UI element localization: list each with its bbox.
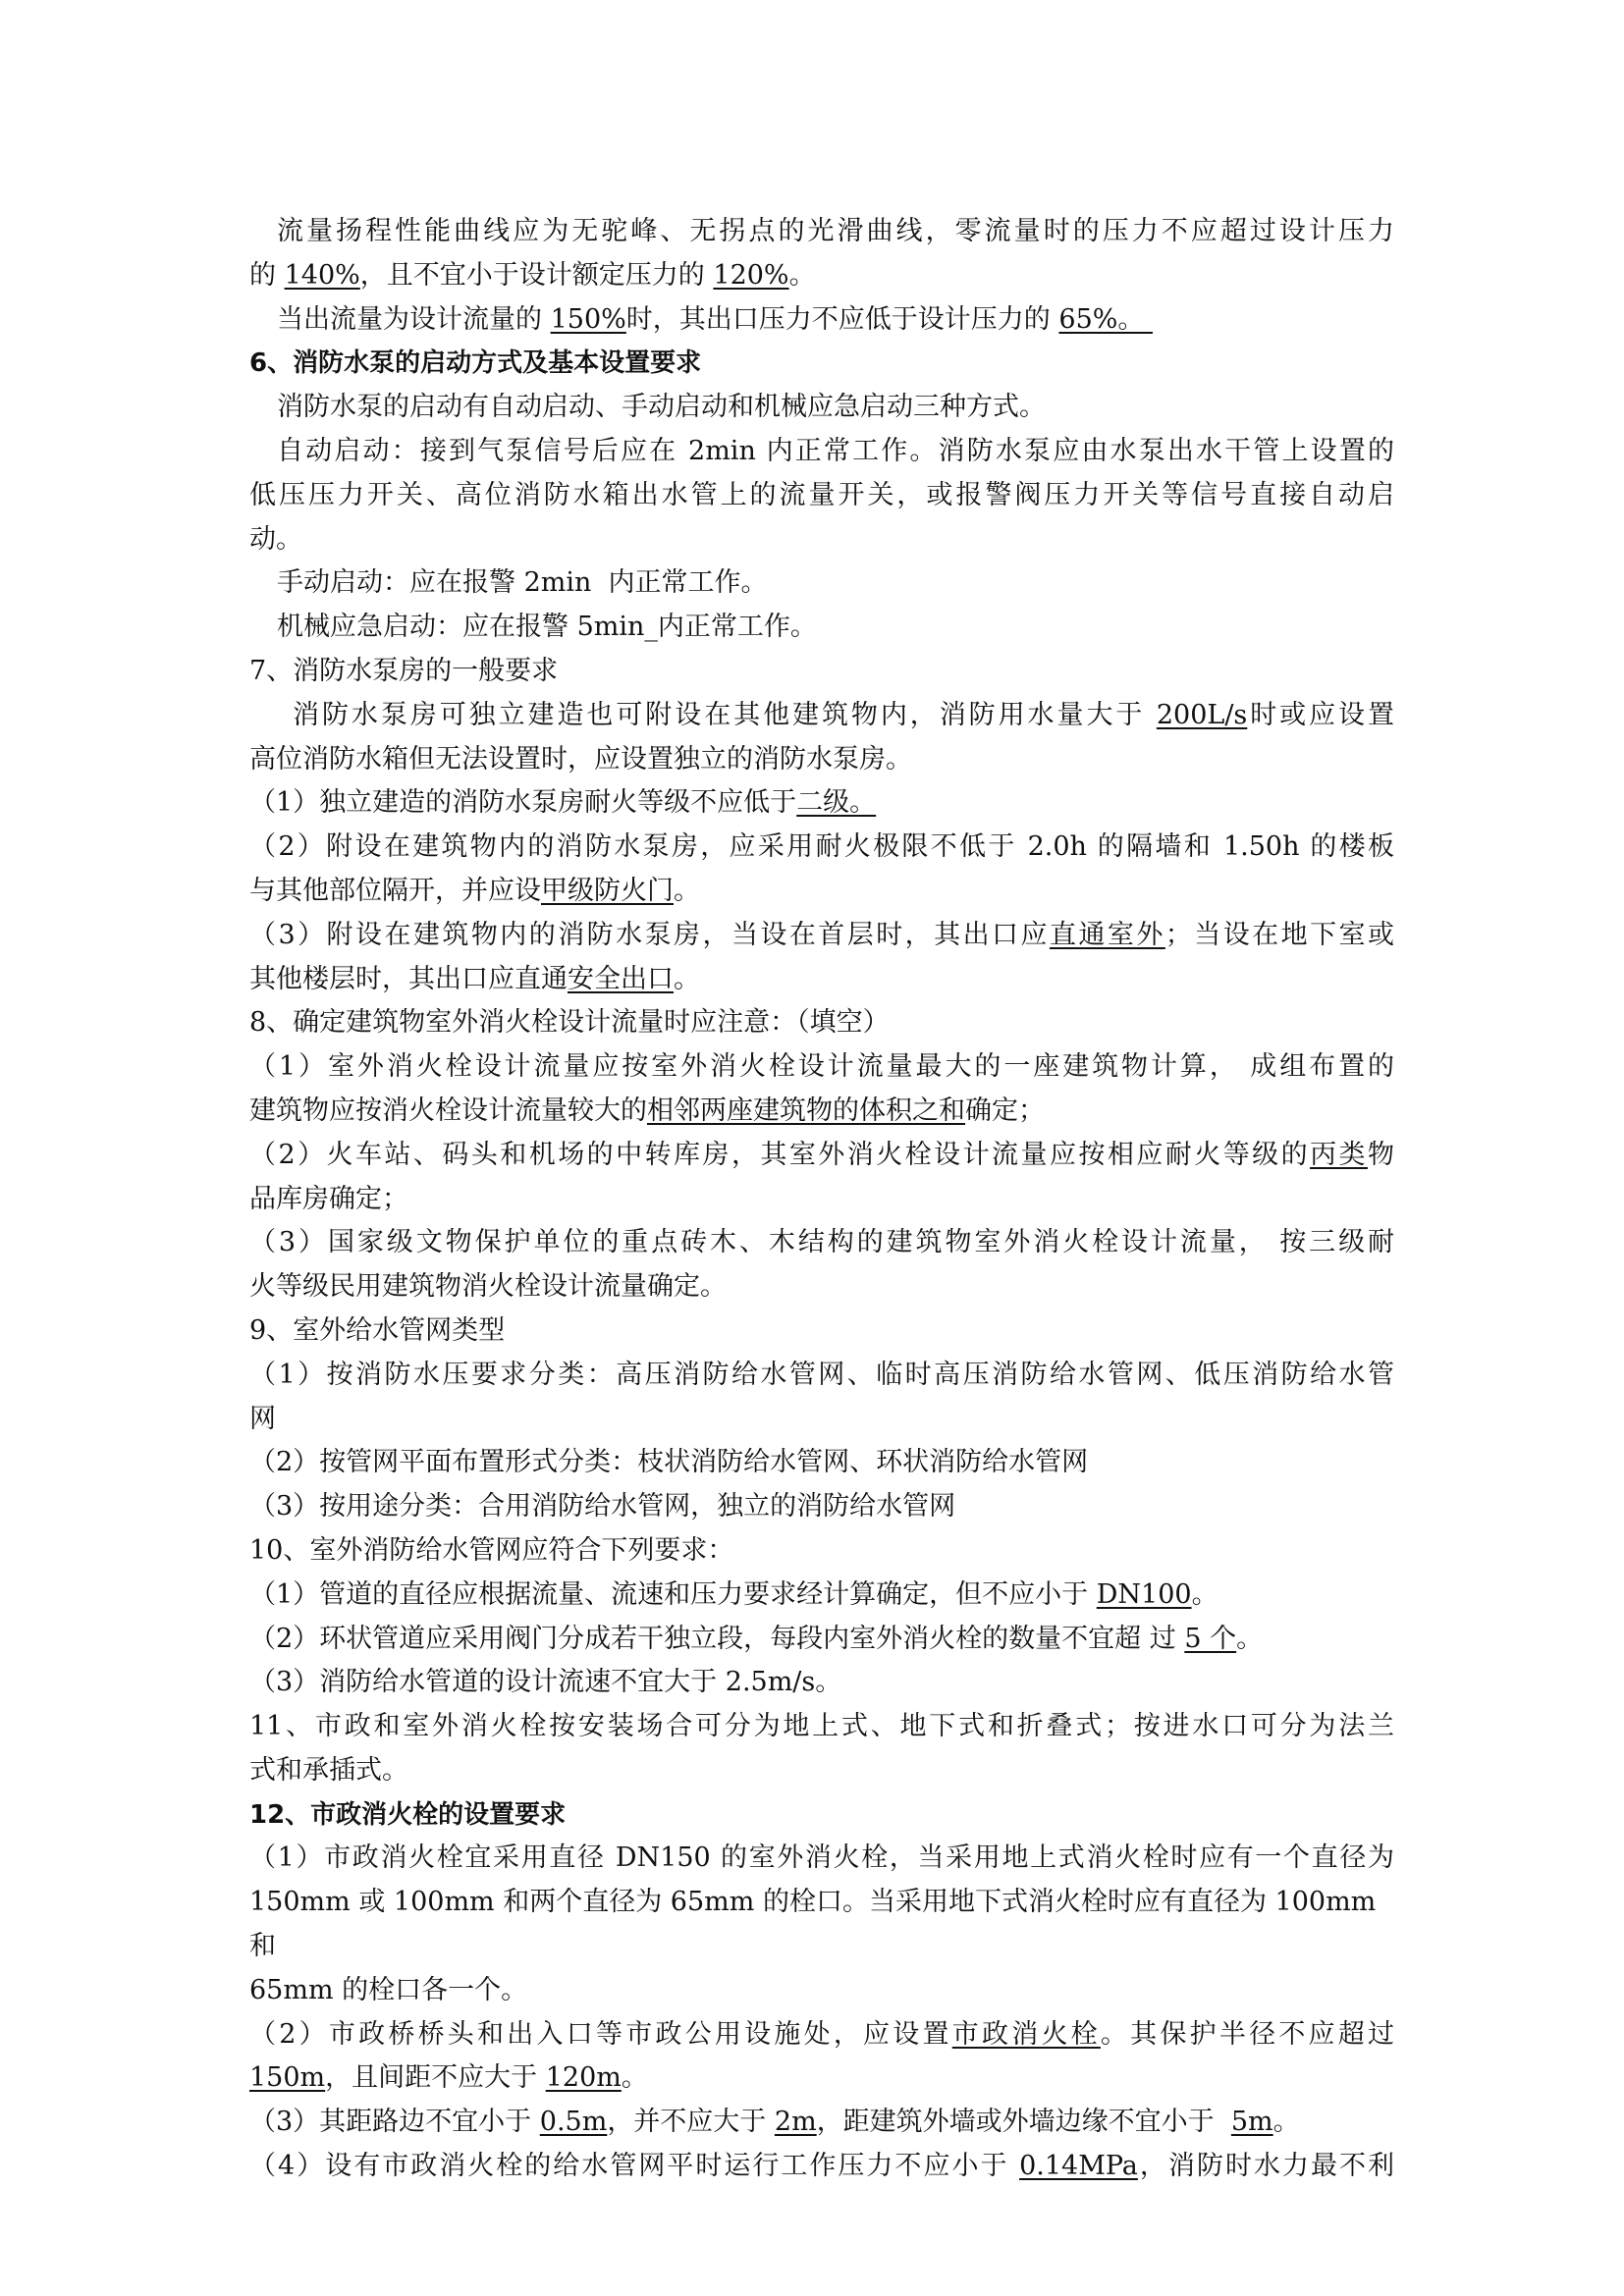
text-segment: 150mm 或 100mm 和两个直径为 65mm 的栓口。当采用地下式消火栓时应有直径为 100mm 和	[249, 1887, 1384, 1962]
text-line-p17	[249, 1574, 1394, 1618]
underlined-answer: 0.5m	[539, 2107, 608, 2138]
text-segment: （3）附设在建筑物内的消防水泵房，当设在首层时，其出口应	[249, 919, 1050, 950]
text-segment: 自动启动：接到气泵信号后应在 2min 内正常工作。消防水泵应由水泵出水干管上设置的	[277, 435, 1394, 466]
text-segment: 物	[1368, 1139, 1394, 1170]
text-segment: （1）管道的直径应根据流量、流速和压力要求经计算确定，但不应小于	[249, 1578, 1097, 1610]
text-line-p19	[249, 1661, 1394, 1705]
text-line-h11b	[249, 1749, 1394, 1793]
text-segment: （1）市政消火栓宜采用直径 DN150 的室外消火栓，当采用地上式消火栓时应有一个直径为	[249, 1842, 1394, 1874]
text-segment: ；当设在地下室或	[1164, 919, 1394, 950]
text-line-h7	[249, 650, 1394, 694]
text-segment: 。	[1272, 2107, 1300, 2138]
text-line-p20b	[249, 1881, 1394, 1969]
text-line-p23	[249, 2145, 1394, 2189]
text-segment: （2）环状管道应采用阀门分成若干独立段，每段内室外消火栓的数量不宜超 过	[249, 1623, 1185, 1654]
text-line-p4b	[249, 474, 1394, 518]
text-segment: ，且不宜小于设计额定压力的	[359, 259, 714, 291]
text-line-p7b	[249, 738, 1394, 782]
underlined-answer: 5 个	[1184, 1623, 1237, 1654]
text-segment: 8、确定建筑物室外消火栓设计流量时应注意：（填空）	[249, 1007, 890, 1039]
text-line-p21a	[249, 2013, 1394, 2057]
text-segment: 消防水泵的启动有自动启动、手动启动和机械应急启动三种方式。	[277, 392, 1046, 423]
text-segment: 与其他部位隔开，并应设	[249, 875, 541, 906]
underlined-answer: 5m	[1230, 2107, 1273, 2138]
text-segment: 低压压力开关、高位消防水箱出水管上的流量开关，或报警阀压力开关等信号直接自动启	[249, 479, 1394, 510]
text-segment: 。	[674, 963, 700, 994]
text-line-h10	[249, 1529, 1394, 1574]
text-line-p9b	[249, 870, 1394, 914]
text-line-p13b	[249, 1265, 1394, 1309]
text-segment: （2）按管网平面布置形式分类：枝状消防给水管网、环状消防给水管网	[249, 1447, 1089, 1478]
text-segment: 6、消防水泵的启动方式及基本设置要求	[249, 348, 702, 379]
text-line-h6	[249, 342, 1394, 386]
text-line-p10b	[249, 958, 1394, 1002]
text-segment: 9、室外给水管网类型	[249, 1314, 506, 1346]
underlined-answer: 65%。	[1058, 303, 1153, 335]
text-line-p16	[249, 1485, 1394, 1529]
underlined-answer: 二级。	[796, 787, 877, 819]
underlined-answer: 安全出口	[568, 963, 674, 994]
text-line-p14a	[249, 1354, 1394, 1398]
underlined-answer: 120m	[545, 2062, 622, 2094]
text-segment: 动。	[249, 523, 302, 555]
text-segment: （1）按消防水压要求分类：高压消防给水管网、临时高压消防给水管网、低压消防给水管	[249, 1359, 1394, 1390]
text-segment: （3）国家级文物保护单位的重点砖木、木结构的建筑物室外消火栓设计流量， 按三级耐	[249, 1227, 1394, 1258]
text-segment: （2）市政桥桥头和出入口等市政公用设施处，应设置	[249, 2018, 952, 2050]
text-segment: 11、市政和室外消火栓按安装场合可分为地上式、地下式和折叠式；按进水口可分为法兰	[249, 1711, 1394, 1742]
text-line-p20c	[249, 1969, 1394, 2013]
underlined-answer: 2m	[774, 2107, 817, 2138]
text-segment: 机械应急启动：应在报警 5min_内正常工作。	[277, 612, 817, 643]
text-line-p2	[249, 298, 1394, 343]
underlined-answer: 140%	[284, 259, 360, 291]
underlined-answer: 200L/s	[1156, 699, 1248, 730]
text-line-p13a	[249, 1221, 1394, 1265]
text-segment: 高位消防水箱但无法设置时，应设置独立的消防水泵房。	[249, 743, 912, 774]
text-line-h12	[249, 1793, 1394, 1838]
text-segment: （3）消防给水管道的设计流速不宜大于 2.5m/s。	[249, 1667, 842, 1698]
text-line-p6	[249, 606, 1394, 650]
text-segment: （2）附设在建筑物内的消防水泵房，应采用耐火极限不低于 2.0h 的隔墙和 1.50h 的楼板	[249, 831, 1394, 863]
text-line-p9a	[249, 826, 1394, 870]
text-segment: 。	[621, 2062, 648, 2094]
underlined-answer: 直通室外	[1049, 919, 1165, 950]
text-segment: 建筑物应按消火栓设计流量较大的	[249, 1095, 647, 1126]
text-segment: 流量扬程性能曲线应为无驼峰、无拐点的光滑曲线，零流量时的压力不应超过设计压力	[277, 216, 1394, 246]
text-line-p5	[249, 561, 1394, 606]
text-segment: 10、室外消防给水管网应符合下列要求：	[249, 1534, 734, 1566]
text-line-p8	[249, 781, 1394, 826]
text-segment: 。	[674, 875, 700, 906]
text-segment: （3）按用途分类：合用消防给水管网，独立的消防给水管网	[249, 1491, 956, 1522]
text-line-p1b	[249, 254, 1394, 298]
underlined-answer: 相邻两座建筑物的体积之和	[647, 1095, 965, 1126]
underlined-answer: 0.14MPa	[1019, 2151, 1138, 2182]
text-line-p7a	[249, 694, 1394, 738]
underlined-answer: 150%	[550, 303, 626, 335]
text-line-h9	[249, 1309, 1394, 1354]
text-segment: 火等级民用建筑物消火栓设计流量确定。	[249, 1271, 727, 1303]
underlined-answer: 丙类	[1310, 1139, 1368, 1170]
text-segment: 手动启动：应在报警 2min 内正常工作。	[277, 567, 768, 599]
text-segment: ，且间距不应大于	[325, 2062, 546, 2094]
text-segment: 65mm 的栓口各一个。	[249, 1974, 528, 2005]
document-page	[249, 210, 1394, 2189]
text-line-p18	[249, 1618, 1394, 1662]
text-line-p11b	[249, 1090, 1394, 1134]
text-segment: （2）火车站、码头和机场的中转库房，其室外消火栓设计流量应按相应耐火等级的	[249, 1139, 1311, 1170]
text-line-p1a	[249, 210, 1394, 254]
text-line-p4a	[249, 430, 1394, 474]
underlined-answer: DN100	[1096, 1578, 1192, 1610]
text-segment: 时，其出口压力不应低于设计压力的	[625, 303, 1059, 335]
text-segment: 网	[249, 1403, 276, 1434]
text-segment: 。	[788, 259, 816, 291]
text-segment: ，并不应大于	[607, 2107, 775, 2138]
text-line-h8	[249, 1001, 1394, 1045]
text-segment: 消防水泵房可独立建造也可附设在其他建筑物内，消防用水量大于	[293, 699, 1157, 730]
text-segment: 时或应设置	[1247, 699, 1394, 730]
text-segment: 12、市政消火栓的设置要求	[249, 1799, 567, 1830]
text-segment: 其他楼层时，其出口应直通	[249, 963, 568, 994]
text-segment: 。其保护半径不应超过	[1100, 2018, 1395, 2050]
text-line-p11a	[249, 1045, 1394, 1090]
underlined-answer: 120%	[713, 259, 789, 291]
text-line-p12a	[249, 1134, 1394, 1178]
text-segment: 。	[1191, 1578, 1218, 1610]
text-line-p14b	[249, 1398, 1394, 1442]
text-line-h11a	[249, 1705, 1394, 1749]
text-segment: 式和承插式。	[249, 1754, 408, 1786]
text-line-p22	[249, 2101, 1394, 2145]
underlined-answer: 市政消火栓	[951, 2018, 1101, 2050]
text-segment: 品库房确定；	[249, 1183, 408, 1214]
text-segment: 的	[249, 259, 285, 291]
text-segment: 。	[1236, 1623, 1264, 1654]
text-line-p15	[249, 1441, 1394, 1485]
text-line-p12b	[249, 1178, 1394, 1222]
text-segment: 当出流量为设计流量的	[277, 303, 551, 335]
text-segment: 确定；	[965, 1095, 1045, 1126]
text-line-p4c	[249, 518, 1394, 562]
underlined-answer: 甲级防火门	[541, 875, 674, 906]
text-line-p10a	[249, 914, 1394, 958]
text-segment: （1）独立建造的消防水泵房耐火等级不应低于	[249, 787, 797, 819]
text-segment: ，消防时水力最不利	[1137, 2151, 1395, 2182]
text-segment: （1）室外消火栓设计流量应按室外消火栓设计流量最大的一座建筑物计算， 成组布置的	[249, 1051, 1394, 1083]
text-segment: （3）其距路边不宜小于	[249, 2107, 540, 2138]
text-segment: 7、消防水泵房的一般要求	[249, 655, 559, 686]
text-line-p21b	[249, 2056, 1394, 2101]
text-segment: （4）设有市政消火栓的给水管网平时运行工作压力不应小于	[249, 2151, 1020, 2182]
underlined-answer: 150m	[249, 2062, 326, 2094]
text-segment: ，距建筑外墙或外墙边缘不宜小于	[816, 2107, 1231, 2138]
text-line-p20a	[249, 1837, 1394, 1881]
text-line-p3	[249, 386, 1394, 430]
